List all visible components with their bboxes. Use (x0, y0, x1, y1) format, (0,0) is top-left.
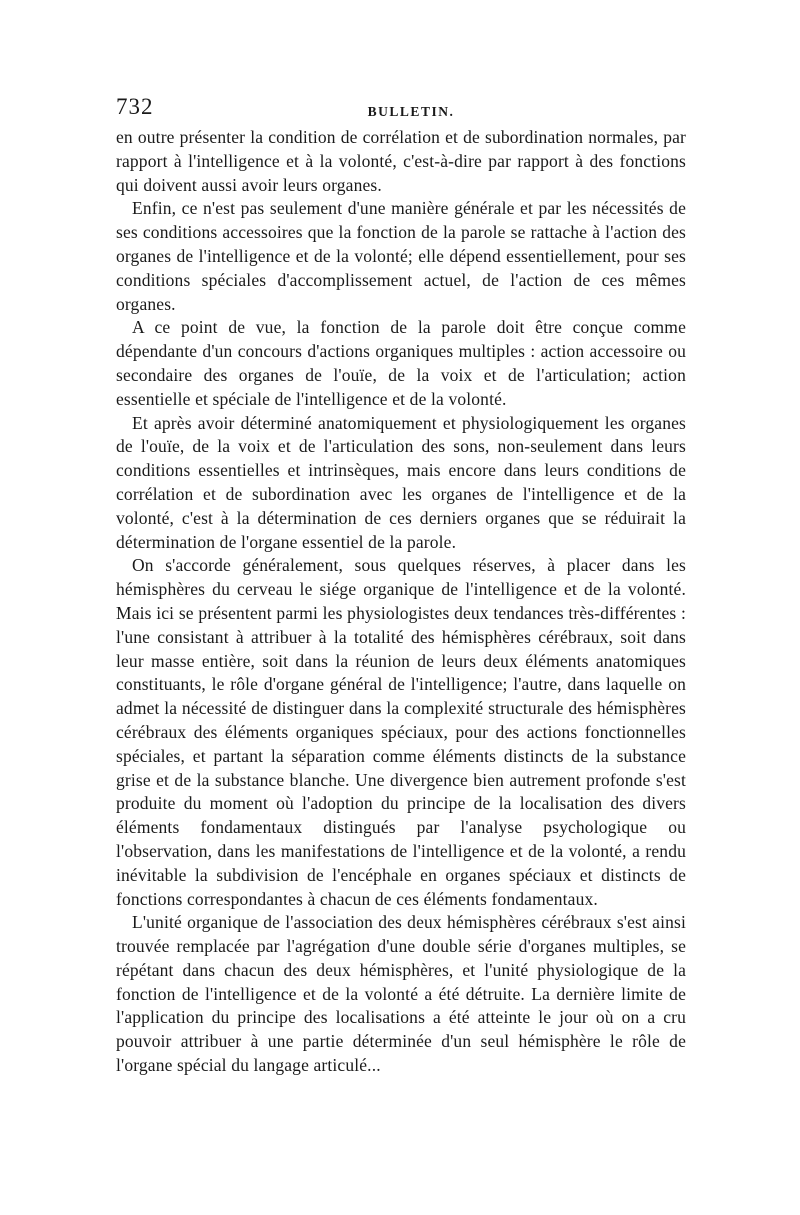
paragraph: en outre présenter la condition de corrélation et de subordination normales, par rapport à l'intelligence et à la volonté, c'est-à-dire par rapport à des fonctions qui doivent aussi avoir leurs organes. (116, 127, 686, 195)
book-page (116, 88, 686, 1078)
paragraph: Enfin, ce n'est pas seulement d'une manière générale et par les nécessités de ses conditions accessoires que la fonction de la parole se rattache à l'action des organes de l'intelligence et de la volonté; elle dépend essentiellement, pour ses conditions spéciales d'accomplissement actuel, de l'action de ces mêmes organes. (116, 198, 686, 314)
paragraph: On s'accorde généralement, sous quelques réserves, à placer dans les hémisphères du cerveau le siége organique de l'intelligence et de la volonté. Mais ici se présentent parmi les physiologistes deux tendances très-différentes : l'une consistant à attribuer à la totalité des hémisphères cérébraux, soit dans leur masse entière, soit dans la réunion de leurs deux éléments anatomiques constituants, le rôle d'organe général de l'intelligence; l'autre, dans laquelle on admet la nécessité de distinguer dans la complexité structurale des hémisphères cérébraux des éléments organiques spéciaux, pour des actions fonctionnelles spéciales, et partant la séparation comme éléments distincts de la substance grise et de la substance blanche. Une divergence bien autrement profonde s'est produite du moment où l'adoption du principe de la localisation des divers éléments fondamentaux distingués par l'analyse psychologique ou l'observation, dans les manifestations de l'intelligence et de la volonté, a rendu inévitable la subdivision de l'encéphale en organes spéciaux et distincts de fonctions correspondantes à chacun de ces éléments fondamentaux. (116, 555, 686, 909)
paragraph: A ce point de vue, la fonction de la parole doit être conçue comme dépendante d'un concours d'actions organiques multiples : action accessoire ou secondaire des organes de l'ouïe, de la voix et de l'articulation; action essentielle et spéciale de l'intelligence et de la volonté. (116, 317, 686, 409)
running-head (116, 88, 686, 126)
running-head-title: BULLETIN. (367, 104, 455, 119)
page-number: 732 (116, 94, 154, 119)
paragraph: L'unité organique de l'association des deux hémisphères cérébraux s'est ainsi trouvée remplacée par l'agrégation d'une double série d'organes multiples, se répétant dans chacun des deux hémisphères, et l'unité physiologique de la fonction de l'intelligence et de la volonté a été détruite. La dernière limite de l'application du principe des localisations a été atteinte le jour où on a cru pouvoir attribuer à une partie déterminée d'un seul hémisphère le rôle de l'organe spécial du langage articulé... (116, 912, 686, 1076)
body-text (116, 126, 686, 1078)
paragraph: Et après avoir déterminé anatomiquement et physiologiquement les organes de l'ouïe, de la voix et de l'articulation des sons, non-seulement dans leurs conditions essentielles et intrinsèques, mais encore dans leurs conditions de corrélation et de subordination avec les organes de l'intelligence et de la volonté, c'est à la détermination de ces derniers organes que se réduirait la détermination de l'organe essentiel de la parole. (116, 412, 686, 552)
